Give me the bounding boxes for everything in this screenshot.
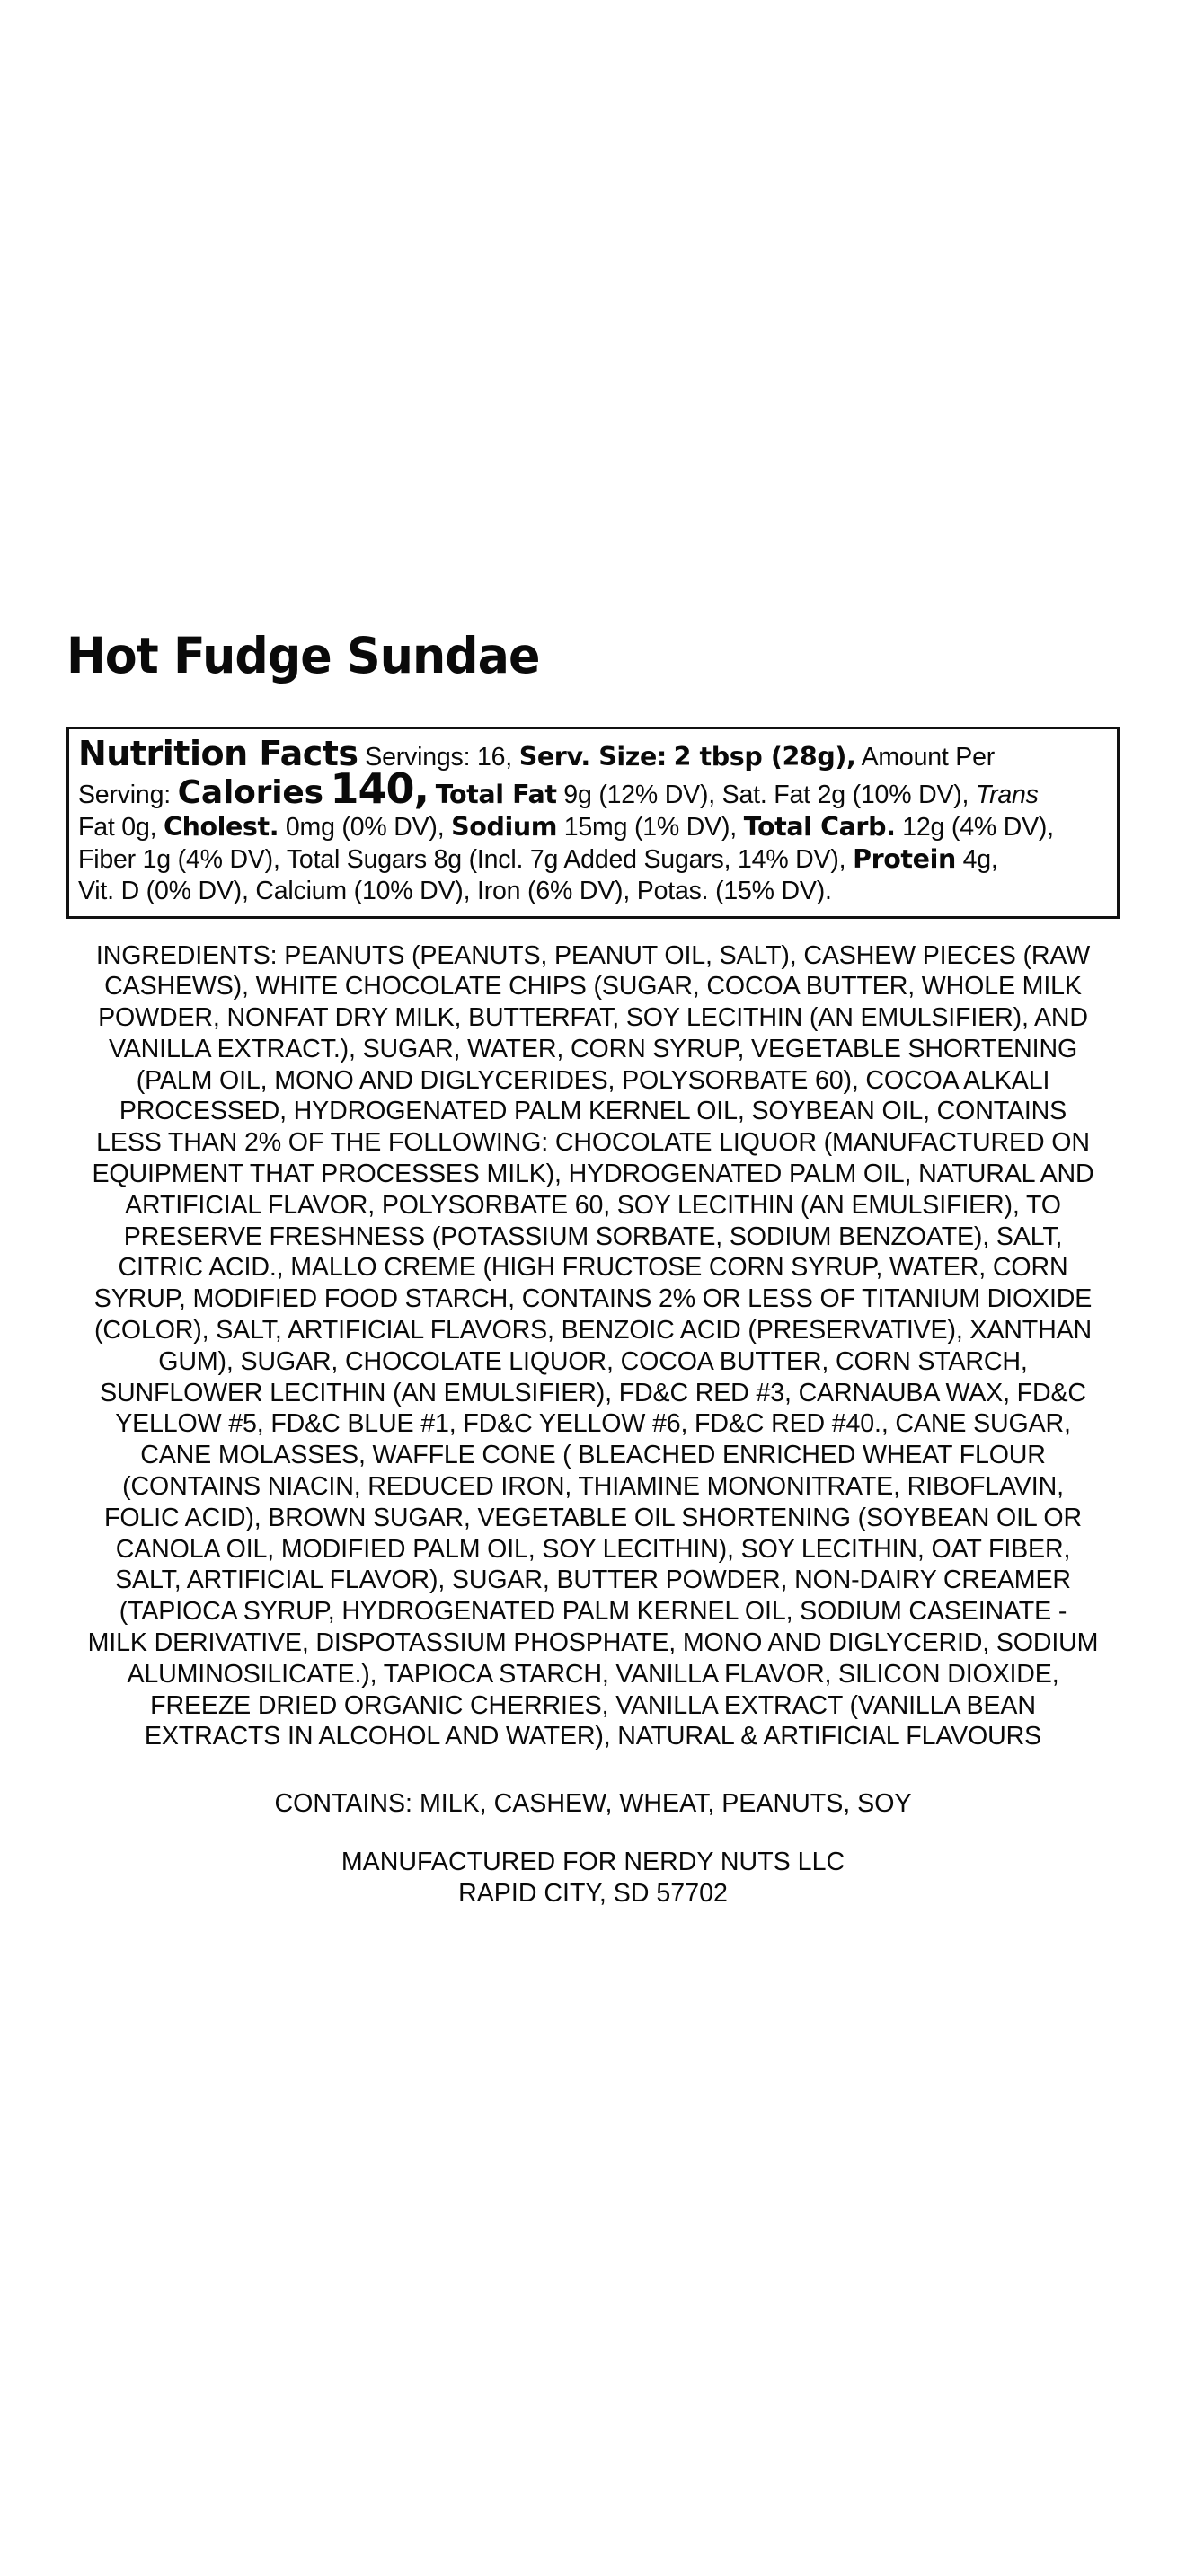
calories-label: Calories — [177, 773, 323, 811]
total-fat-label: Total Fat — [435, 779, 557, 809]
ingredients-line: EXTRACTS IN ALCOHOL AND WATER), NATURAL & ARTIFICIAL FLAVOURS — [144, 1722, 1042, 1751]
total-fat-value: 9g (12% DV), Sat. Fat 2g (10% DV), — [563, 780, 969, 809]
nutrition-facts-box — [66, 727, 1120, 919]
ingredients-line: CANOLA OIL, MODIFIED PALM OIL, SOY LECITHIN), SOY LECITHIN, OAT FIBER, — [115, 1534, 1071, 1564]
trans-label: Trans — [975, 780, 1039, 809]
ingredients-text — [66, 940, 1120, 1753]
ingredients-line: PROCESSED, HYDROGENATED PALM KERNEL OIL, SOYBEAN OIL, CONTAINS — [119, 1097, 1067, 1126]
manufacturer-name: MANUFACTURED FOR NERDY NUTS LLC — [341, 1848, 845, 1877]
ingredients-line: ALUMINOSILICATE.), TAPIOCA STARCH, VANILLA FLAVOR, SILICON DIOXIDE, — [127, 1659, 1059, 1689]
ingredients-line: CANE MOLASSES, WAFFLE CONE ( BLEACHED ENRICHED WHEAT FLOUR — [140, 1441, 1046, 1470]
ingredients-line: YELLOW #5, FD&C BLUE #1, FD&C YELLOW #6, FD&C RED #40., CANE SUGAR, — [115, 1409, 1071, 1439]
amount-per-text: Amount Per — [861, 742, 996, 772]
total-carb-label: Total Carb. — [743, 811, 896, 842]
ingredients-line: CASHEWS), WHITE CHOCOLATE CHIPS (SUGAR, COCOA BUTTER, WHOLE MILK — [104, 972, 1082, 1001]
servings-text: Servings: 16, — [365, 742, 513, 772]
ingredients-line: EQUIPMENT THAT PROCESSES MILK), HYDROGENATED PALM OIL, NATURAL AND — [92, 1160, 1094, 1189]
vitamins-text: Vit. D (0% DV), Calcium (10% DV), Iron (6% DV), Potas. (15% DV). — [78, 876, 832, 905]
ingredients-line: FOLIC ACID), BROWN SUGAR, VEGETABLE OIL SHORTENING (SOYBEAN OIL OR — [104, 1503, 1082, 1532]
manufacturer-address: RAPID CITY, SD 57702 — [458, 1879, 728, 1909]
nutrition-line-5 — [78, 876, 1108, 907]
nutrition-line-1 — [78, 733, 1108, 773]
nutrition-line-4 — [78, 843, 1108, 876]
nutrition-line-2 — [78, 763, 1108, 813]
serving-size-value: 2 tbsp (28g), — [673, 741, 856, 772]
ingredients-line: MILK DERIVATIVE, DISPOTASSIUM PHOSPHATE, MONO AND DIGLYCERID, SODIUM — [87, 1628, 1099, 1658]
ingredients-line: (TAPIOCA SYRUP, HYDROGENATED PALM KERNEL OIL, SODIUM CASEINATE - — [119, 1597, 1067, 1627]
ingredients-line: ARTIFICIAL FLAVOR, POLYSORBATE 60, SOY LECITHIN (AN EMULSIFIER), TO — [125, 1190, 1061, 1220]
ingredients-line: SYRUP, MODIFIED FOOD STARCH, CONTAINS 2% OR LESS OF TITANIUM DIOXIDE — [93, 1284, 1093, 1314]
ingredients-line: SUNFLOWER LECITHIN (AN EMULSIFIER), FD&C RED #3, CARNAUBA WAX, FD&C — [100, 1378, 1086, 1407]
fiber-sugars-text: Fiber 1g (4% DV), Total Sugars 8g (Incl. 7g Added Sugars, 14% DV), — [78, 844, 846, 874]
serving-size-label: Serv. Size: — [518, 741, 667, 772]
ingredients-line: CITRIC ACID., MALLO CREME (HIGH FRUCTOSE CORN SYRUP, WATER, CORN — [118, 1253, 1068, 1283]
ingredients-line: (COLOR), SALT, ARTIFICIAL FLAVORS, BENZOIC ACID (PRESERVATIVE), XANTHAN — [93, 1316, 1093, 1345]
product-label — [66, 629, 1120, 1910]
cholesterol-value: 0mg (0% DV), — [285, 812, 445, 842]
ingredients-line: VANILLA EXTRACT.), SUGAR, WATER, CORN SYRUP, VEGETABLE SHORTENING — [108, 1034, 1078, 1063]
nutrition-heading: Nutrition Facts — [78, 733, 358, 773]
ingredients-line: (CONTAINS NIACIN, REDUCED IRON, THIAMINE MONONITRATE, RIBOFLAVIN, — [122, 1472, 1064, 1502]
allergen-statement: CONTAINS: MILK, CASHEW, WHEAT, PEANUTS, SOY — [274, 1789, 912, 1819]
ingredients-line: POWDER, NONFAT DRY MILK, BUTTERFAT, SOY LECITHIN (AN EMULSIFIER), AND — [98, 1003, 1088, 1033]
manufacturer-info — [66, 1847, 1120, 1910]
trans-fat-value: Fat 0g, — [78, 812, 157, 842]
ingredients-line: (PALM OIL, MONO AND DIGLYCERIDES, POLYSORBATE 60), COCOA ALKALI — [136, 1065, 1050, 1095]
ingredients-line: INGREDIENTS: PEANUTS (PEANUTS, PEANUT OIL, SALT), CASHEW PIECES (RAW — [95, 940, 1091, 970]
protein-label: Protein — [853, 843, 956, 874]
ingredients-line: LESS THAN 2% OF THE FOLLOWING: CHOCOLATE LIQUOR (MANUFACTURED ON — [96, 1128, 1090, 1158]
cholesterol-label: Cholest. — [164, 811, 279, 842]
protein-value: 4g, — [962, 844, 998, 874]
sodium-label: Sodium — [451, 811, 558, 842]
calories-value: 140, — [330, 763, 429, 813]
sodium-value: 15mg (1% DV), — [563, 812, 737, 842]
serving-word: Serving: — [78, 780, 171, 809]
ingredients-line: PRESERVE FRESHNESS (POTASSIUM SORBATE, SODIUM BENZOATE), SALT, — [123, 1222, 1063, 1251]
total-carb-value: 12g (4% DV), — [902, 812, 1054, 842]
ingredients-line: GUM), SUGAR, CHOCOLATE LIQUOR, COCOA BUTTER, CORN STARCH, — [158, 1346, 1028, 1376]
product-title: Hot Fudge Sundae — [66, 627, 540, 684]
nutrition-line-3 — [78, 811, 1108, 843]
ingredients-line: FREEZE DRIED ORGANIC CHERRIES, VANILLA EXTRACT (VANILLA BEAN — [150, 1690, 1036, 1720]
ingredients-line: SALT, ARTIFICIAL FLAVOR), SUGAR, BUTTER POWDER, NON-DAIRY CREAMER — [115, 1566, 1071, 1595]
